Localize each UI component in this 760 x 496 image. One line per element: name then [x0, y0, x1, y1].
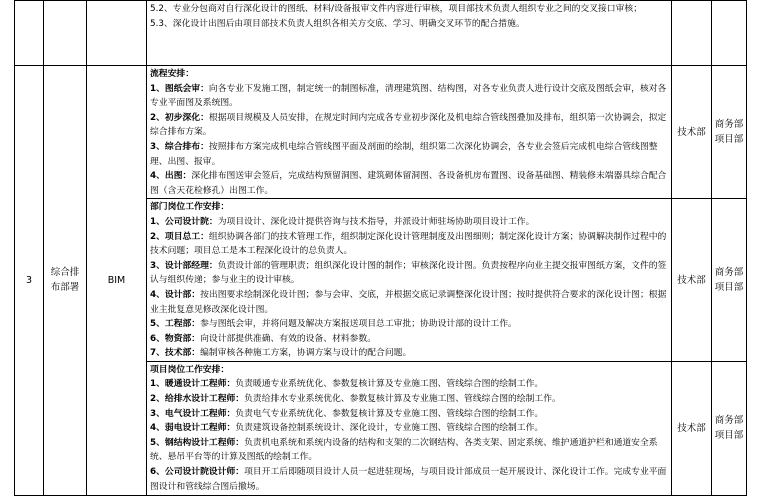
post-item-4: 4、弱电设计工程师：负责建筑设备控制系统设计、深化设计，专业施工图、管线综合图的绘制工作。: [150, 423, 544, 434]
flow-item-4: 4、出图：深化排布图送审会签后，完成结构预留洞图、建筑砌体留洞图、各设备机房布置图、设备基础图、精装修末端器具综合配合图（含天花检修孔）出图工作。: [150, 171, 667, 196]
top-line-2: 5.3、深化设计出图后由项目部技术负责人组织各相关方交底、学习、明确交叉环节的配合措施。: [150, 18, 525, 29]
resp-post-1: 商务部: [714, 415, 744, 427]
dept-item-1: 1、公司设计院：为项目设计、深化设计提供咨询与技术指导，并派设计师驻场协助项目设计工作。: [150, 216, 535, 227]
content-cell-top: [147, 1, 672, 66]
post-item-6: 6、公司设计院设计师：项目开工后即随项目设计人员一起进驻现场，与项目设计部成员一起开展设计、深化设计工作。完成专业平面图设计和管线综合图后撤场。: [150, 467, 667, 492]
dept-item-3: 3、设计部经理：负责设计部的管理职责；组织深化设计图的制作；审核深化设计图。负责按程序向业主提交报审图纸方案，文件的签认与组织传递；参与业主的设计审核。: [150, 260, 667, 286]
num-cell-top: [15, 1, 44, 66]
item-type: BIM: [87, 66, 147, 496]
resp-post-2: 项目部: [714, 430, 744, 442]
content-cell-flow: [147, 66, 672, 199]
dept-item-2: 2、项目总工：组织协调各部门的技术管理工作，组织制定深化设计管理制度及出图细则；制定深化设计方案；协调解决制作过程中的技术问题；项目总工是本工程深化设计的总负责人。: [150, 231, 667, 257]
flow-item-3: 3、综合排布：按照排布方案完成机电综合管线图平面及剖面的绘制，组织第二次深化协调会，各专业会签后完成机电综合管线图整理、出图、报审。: [150, 141, 658, 167]
resp-post: [712, 361, 747, 495]
type-cell-top: [87, 1, 147, 66]
content-cell-dept: [147, 199, 672, 362]
post-item-5: 5、钢结构设计工程师：负责机电系统和系统内设备的结构和支架的二次钢结构、各类支架、固定系统、维护通道护栏和通道安全系统、悬吊平台等的计算及图纸的绘制工作。: [150, 437, 658, 463]
item-name: [44, 66, 87, 496]
dept-title: 部门岗位工作安排：: [150, 202, 230, 213]
flow-title: 流程安排：: [150, 69, 194, 79]
post-item-2: 2、给排水设计工程师：负责给排水专业系统优化、参数复核计算及专业施工图、管线综合图的绘制工作。: [150, 394, 561, 405]
resp-flow-1: 商务部: [714, 119, 744, 131]
content-cell-post: [147, 361, 672, 495]
dept-item-5: 5、工程部：参与图纸会审，并将问题及解决方案报送项目总工审批；协助设计部的设计工作。: [150, 319, 517, 330]
plan-table: [14, 0, 747, 496]
post-item-3: 3、电气设计工程师：负责电气专业系统优化、参数复核计算及专业施工图、管线综合图的绘制工作。: [150, 408, 544, 419]
dept-item-7: 7、技术部：编制审核各种施工方案，协调方案与设计的配合问题。: [150, 348, 412, 359]
post-item-1: 1、暖通设计工程师：负责暖通专业系统优化、参数复核计算及专业施工图、管线综合图的绘制工作。: [150, 379, 544, 390]
resp-dept-1: 商务部: [714, 267, 744, 279]
flow-item-1: 1、图纸会审：向各专业下发施工图，制定统一的制图标准，清理建筑图、结构图，对各专业负责人进行设计交底及图纸会审，核对各专业平面图及系统图。: [150, 83, 667, 109]
post-title: 项目岗位工作安排：: [150, 364, 230, 375]
resp-dept: [712, 199, 747, 362]
item-name-line-1: 综合排: [50, 267, 80, 279]
table-row-flow: [15, 66, 747, 199]
dept-item-4: 4、设计部：按出图要求绘制深化设计图；参与会审、交底，并根据交底记录调整深化设计图；按时提供符合要求的深化设计图；根据业主批复意见修改深化设计图。: [150, 289, 667, 315]
flow-item-2: 2、初步深化：根据项目规模及人员安排，在规定时间内完成各专业初步深化及机电综合管线图叠加及排布，组织第一次协调会，拟定综合排布方案。: [150, 112, 667, 138]
table-row-top: [15, 1, 747, 66]
dept-cell-top: [672, 1, 712, 66]
resp-dept-2: 项目部: [714, 282, 744, 294]
resp-cell-top: [712, 1, 747, 66]
name-cell-top: [44, 1, 87, 66]
dept-post: 技术部: [672, 361, 712, 495]
dept-flow: 技术部: [672, 66, 712, 199]
top-line-1: 5.2、专业分包商对自行深化设计的图纸、材料/设备报审文件内容进行审核，项目部技术负责人组织专业之间的交叉接口审核；: [150, 4, 642, 14]
dept-item-6: 6、物资部：向设计部提供准确、有效的设备、材料参数。: [150, 333, 377, 344]
item-name-line-2: 布部署: [50, 282, 80, 294]
dept-dept: 技术部: [672, 199, 712, 362]
resp-flow-2: 项目部: [714, 134, 744, 146]
row-number: 3: [15, 66, 44, 496]
resp-flow: [712, 66, 747, 199]
